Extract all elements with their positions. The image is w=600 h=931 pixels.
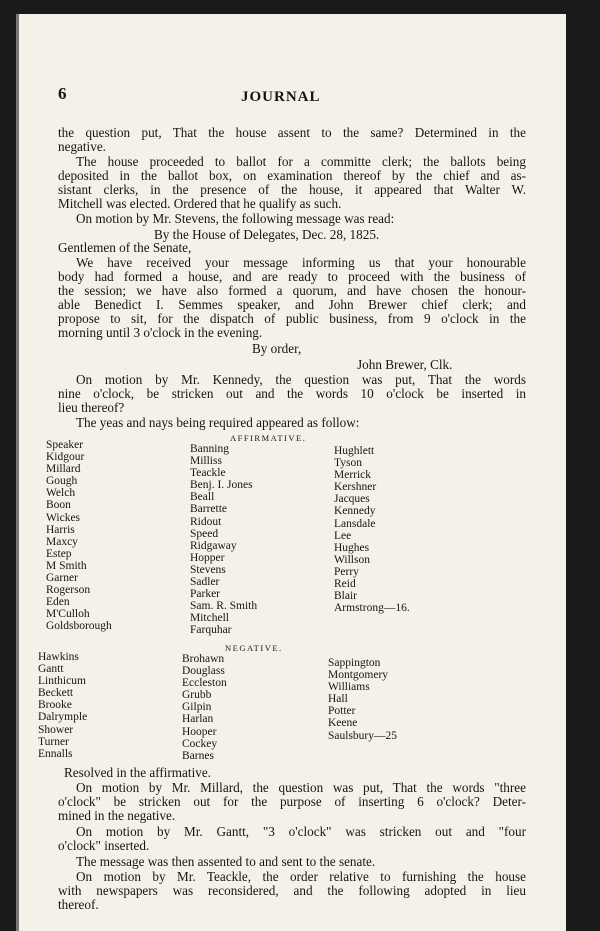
negative-col-1 (38, 651, 87, 760)
negative-col-3 (328, 657, 397, 742)
vote-name: Williams (328, 681, 370, 694)
vote-name: Beckett (38, 687, 74, 700)
vote-name: Millard (46, 463, 81, 476)
vote-name: Harris (46, 523, 75, 536)
vote-name: Armstrong—16. (334, 602, 410, 615)
vote-name: Keene (328, 717, 358, 730)
para1-line-1: the question put, That the house assent to the same? Determined in the (58, 125, 526, 140)
vote-name: Maxcy (46, 535, 78, 548)
vote-name: Farquhar (190, 624, 232, 637)
message-line-4: able Benedict I. Semmes speaker, and John Brewer chief clerk; and (58, 297, 526, 312)
vote-name: Saulsbury—25 (328, 729, 397, 742)
para7: The message was then assented to and sent to the senate. (76, 854, 376, 869)
right-page-edge (566, 14, 582, 931)
para8-line-1: On motion by Mr. Teackle, the order relative to furnishing the house (76, 869, 526, 884)
vote-name: Grubb (182, 689, 212, 702)
vote-name: Tyson (334, 457, 362, 470)
para6-line-1: On motion by Mr. Gantt, "3 o'clock" was stricken out and "four (76, 824, 526, 839)
vote-name: M'Culloh (46, 608, 90, 621)
vote-name: Cockey (182, 737, 218, 750)
vote-name: Milliss (190, 455, 222, 468)
vote-name: Goldsborough (46, 620, 112, 633)
vote-name: Turner (38, 735, 69, 748)
vote-name: Dalrymple (38, 711, 88, 724)
negative-heading: NEGATIVE. (225, 643, 283, 653)
vote-name: Merrick (334, 469, 372, 482)
vote-name: Brooke (38, 699, 72, 712)
vote-name: Hawkins (38, 651, 79, 663)
vote-name: Boon (46, 499, 71, 512)
vote-name: Hopper (190, 551, 225, 564)
vote-name: Ridout (190, 515, 222, 528)
vote-name: Blair (334, 590, 357, 603)
vote-name: Lansdale (334, 517, 376, 530)
para2-line-3: sistant clerks, in the presence of the house, it appeared that Walter W. (58, 182, 526, 197)
vote-name: Estep (46, 547, 72, 560)
vote-name: Wickes (46, 511, 81, 524)
vote-name: Welch (46, 487, 76, 500)
message-line-6: morning until 3 o'clock in the evening. (58, 325, 263, 340)
para2-line-1: The house proceeded to ballot for a committe clerk; the ballots being (76, 154, 526, 169)
salutation: Gentlemen of the Senate, (58, 240, 192, 255)
vote-name: Shower (38, 723, 74, 736)
vote-name: Kershner (334, 481, 377, 494)
vote-name: Sappington (328, 657, 381, 669)
vote-name: Parker (190, 588, 221, 601)
vote-name: Sam. R. Smith (190, 600, 258, 613)
vote-name: Garner (46, 572, 78, 585)
running-head: JOURNAL (241, 89, 321, 105)
para3: On motion by Mr. Stevens, the following message was read: (76, 211, 395, 226)
vote-name: Douglass (182, 665, 225, 678)
vote-name: Rogerson (46, 584, 91, 597)
vote-name: Brohawn (182, 653, 225, 665)
affirmative-heading: AFFIRMATIVE. (230, 433, 307, 443)
dateline: By the House of Delegates, Dec. 28, 1825. (154, 227, 380, 242)
message-line-1: We have received your message informing us that your honourable (76, 255, 526, 270)
vote-name: Gilpin (182, 701, 212, 714)
vote-name: Jacques (334, 493, 370, 506)
resolved-line: Resolved in the affirmative. (64, 765, 211, 780)
journal-page (16, 14, 582, 931)
vote-name: Mitchell (190, 612, 229, 625)
vote-name: Banning (190, 443, 229, 455)
para8-line-3: thereof. (58, 897, 99, 912)
para2-line-4: Mitchell was elected. Ordered that he qualify as such. (58, 196, 342, 211)
vote-name: Montgomery (328, 669, 389, 682)
by-order: By order, (252, 341, 302, 356)
vote-name: Speaker (46, 439, 84, 451)
affirmative-col-2 (190, 443, 257, 637)
vote-name: Hughes (334, 541, 370, 554)
para1-line-2: negative. (58, 139, 106, 154)
vote-name: Lee (334, 529, 352, 542)
para5-line-3: mined in the negative. (58, 808, 176, 823)
vote-name: Gough (46, 475, 78, 488)
vote-name: Reid (334, 578, 356, 591)
vote-name: Beall (190, 491, 215, 504)
vote-name: Eden (46, 596, 70, 609)
vote-name: Benj. I. Jones (190, 479, 253, 492)
vote-name: M Smith (46, 559, 87, 572)
left-page-edge (16, 14, 19, 931)
para4-line-3: lieu thereof? (58, 400, 125, 415)
vote-name: Stevens (190, 563, 226, 576)
message-line-2: body had formed a house, and are ready to proceed with the business of (58, 269, 526, 284)
vote-name: Barrette (190, 503, 228, 516)
para4-line-2: nine o'clock, be stricken out and the words 10 o'clock be inserted in (58, 386, 526, 401)
para8-line-2: with newspapers was reconsidered, and the following adopted in lieu (58, 883, 526, 898)
vote-name: Kidgour (46, 451, 85, 464)
vote-name: Willson (334, 553, 370, 566)
vote-name: Barnes (182, 749, 214, 762)
vote-name: Hooper (182, 725, 217, 738)
vote-name: Ridgaway (190, 539, 237, 552)
vote-name: Perry (334, 565, 359, 578)
vote-name: Eccleston (182, 677, 227, 690)
negative-col-2 (182, 653, 227, 762)
message-line-3: the session; we have also formed a quorum, and have chosen the honour- (58, 283, 526, 298)
vote-name: Teackle (190, 467, 226, 480)
vote-name: Ennalls (38, 747, 73, 760)
para4-line-1: On motion by Mr. Kennedy, the question was put, That the words (76, 372, 526, 387)
page-number: 6 (58, 84, 67, 103)
vote-name: Potter (328, 705, 356, 718)
vote-name: Sadler (190, 576, 220, 589)
yeas-intro: The yeas and nays being required appeared as follow: (76, 415, 360, 430)
para2-line-2: deposited in the ballot box, on examination thereof by the chief and as- (58, 168, 526, 183)
vote-name: Gantt (38, 663, 64, 676)
signature: John Brewer, Clk. (357, 357, 453, 372)
vote-name: Hall (328, 693, 348, 706)
vote-name: Speed (190, 527, 219, 540)
affirmative-col-3 (334, 445, 410, 614)
affirmative-col-1 (46, 439, 112, 633)
para5-line-2: o'clock" be stricken out for the purpose of inserting 6 o'clock? Deter- (58, 794, 526, 809)
vote-name: Kennedy (334, 505, 376, 518)
vote-name: Linthicum (38, 675, 86, 688)
vote-name: Harlan (182, 713, 214, 726)
message-line-5: propose to sit, for the dispatch of public business, from 9 o'clock in the (58, 311, 526, 326)
para5-line-1: On motion by Mr. Millard, the question was put, That the words "three (76, 780, 526, 795)
vote-name: Hughlett (334, 445, 375, 457)
para6-line-2: o'clock" inserted. (58, 838, 150, 853)
